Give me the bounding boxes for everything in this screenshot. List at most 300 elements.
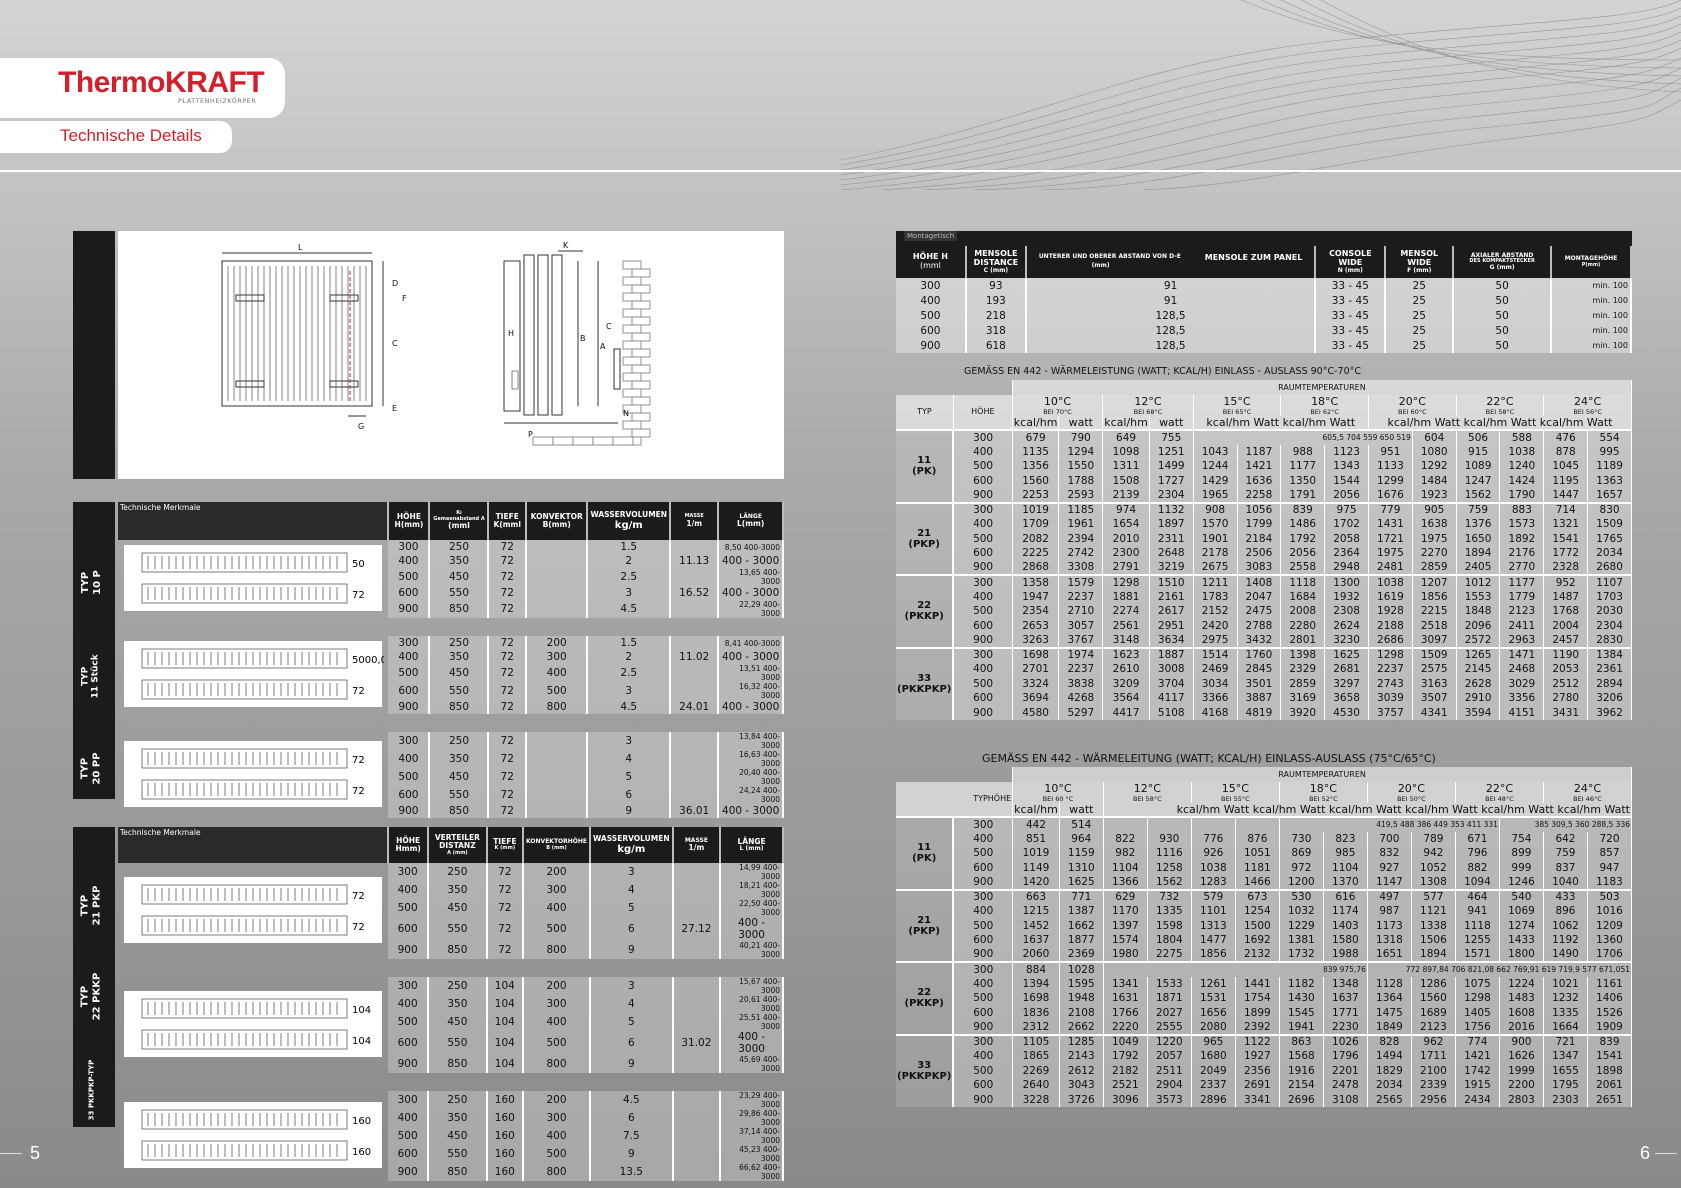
cell: 250 (429, 636, 488, 650)
cell: 13.5 (590, 1163, 673, 1181)
heat1-title: GEMÄSS EN 442 - WÄRMELEISTUNG (WATT; KCAL/H) EINLASS - AUSLASS 90°C-70°C (964, 366, 1362, 377)
cell: 400 (953, 590, 1012, 605)
cell: 1283 (1191, 875, 1235, 890)
col-wasser-2: WASSERVOLUMEN kg/m (590, 827, 673, 863)
cell: 1709 (1012, 517, 1059, 532)
heat-row (896, 575, 1632, 590)
cell: 250 (428, 1091, 486, 1109)
cell (1147, 817, 1191, 832)
cell: 104 (487, 1055, 523, 1073)
cell: 4341 (1412, 706, 1456, 721)
cell: 300 (953, 503, 1012, 518)
cell: 300 (896, 278, 966, 293)
brand-name-a: Thermo (58, 66, 166, 99)
cell: 1387 (1059, 904, 1103, 919)
cell: 128,5 (1026, 338, 1316, 353)
cell: 851 (1013, 832, 1060, 847)
cell: 2056 (1281, 546, 1325, 561)
cell: 1689 (1411, 1006, 1455, 1021)
cell: 33 - 45 (1315, 278, 1385, 293)
cell: 500 (388, 768, 429, 786)
cell: 500 (388, 899, 428, 917)
cell: 1887 (1149, 648, 1193, 663)
cell: 550 (428, 1031, 486, 1055)
cell: 759 (1543, 846, 1587, 861)
cell: 2057 (1147, 1049, 1191, 1064)
cell: 1788 (1059, 474, 1103, 489)
cell: 2681 (1325, 662, 1369, 677)
cell: 3230 (1325, 633, 1369, 648)
cell: 1545 (1279, 1006, 1323, 1021)
cell: 900 (953, 561, 1012, 576)
cell: 24,24 400-3000 (718, 786, 783, 804)
cell: 2518 (1412, 619, 1456, 634)
cell: 1999 (1499, 1064, 1543, 1079)
cell: 1623 (1103, 648, 1150, 663)
tm-header: Technische Merkmale (118, 502, 388, 540)
cell: 1433 (1499, 933, 1543, 948)
cell: 1424 (1500, 474, 1544, 489)
cell: 755 (1149, 430, 1193, 445)
cell: 3594 (1456, 706, 1500, 721)
cell: 2593 (1059, 488, 1103, 503)
cell: 400 (388, 881, 428, 899)
cell: 13,65 400-3000 (718, 568, 783, 586)
cell: 1771 (1323, 1006, 1367, 1021)
cell: 4.5 (587, 600, 670, 618)
cell: 2096 (1456, 619, 1500, 634)
cell: 720 (1587, 832, 1631, 847)
cell: 1421 (1237, 459, 1281, 474)
cell: 2743 (1368, 677, 1412, 692)
cell: 20,40 400-3000 (718, 768, 783, 786)
radiator-image-cell (118, 977, 388, 1073)
cell: 1056 (1237, 503, 1281, 518)
cell: 1792 (1281, 532, 1325, 547)
cell: 7.5 (590, 1127, 673, 1145)
cell: 1490 (1543, 948, 1587, 963)
cell: 500 (523, 917, 590, 941)
mt-col-mensol: MENSOL WIDE F (mm) (1385, 246, 1453, 278)
temps-row (896, 782, 1632, 803)
cell: 3308 (1059, 561, 1103, 576)
cell: 160 (487, 1163, 523, 1181)
cell: 1506 (1411, 933, 1455, 948)
cell: 876 (1235, 832, 1279, 847)
cell: 200 (523, 1091, 590, 1109)
cell: 1441 (1235, 977, 1279, 992)
cell: 3029 (1500, 677, 1544, 692)
cell: 1466 (1235, 875, 1279, 890)
cell: 1892 (1500, 532, 1544, 547)
cell: 899 (1499, 846, 1543, 861)
cell: 900 (896, 338, 966, 353)
cell: 2230 (1323, 1020, 1367, 1035)
cell: 2434 (1455, 1093, 1499, 1108)
cell (526, 750, 588, 768)
cell: 1595 (1059, 977, 1103, 992)
raum-label: RAUMTEMPERATUREN (1012, 380, 1631, 395)
mt-col-hohe: HÖHE H (mml (896, 246, 966, 278)
type-label-21pkp: TYP 21 PKP (79, 885, 102, 925)
cell: 500 (953, 532, 1012, 547)
cell: 2161 (1149, 590, 1193, 605)
cell: 2145 (1456, 662, 1500, 677)
cell: 2364 (1325, 546, 1369, 561)
cell: 22,50 400-3000 (720, 899, 783, 917)
cell: 22,29 400-3000 (718, 600, 783, 618)
page-line-left (0, 1153, 22, 1154)
cell: 1636 (1237, 474, 1281, 489)
cell: 3148 (1103, 633, 1150, 648)
label-C2: C (606, 322, 612, 331)
cell: 200 (523, 977, 590, 995)
cell: 2215 (1412, 604, 1456, 619)
cell: 13,51 400-3000 (718, 664, 783, 682)
table-row (118, 540, 783, 554)
cell: 1298 (1368, 648, 1412, 663)
cell: 822 (1103, 832, 1147, 847)
cell: 2780 (1544, 691, 1588, 706)
label-F: F (402, 294, 407, 303)
cell: 1804 (1147, 933, 1191, 948)
cell: 72 (488, 700, 525, 714)
type-cell: 11 (PK) (896, 817, 953, 890)
cell: 2963 (1500, 633, 1544, 648)
spacer-row (118, 714, 783, 732)
cell: 1783 (1193, 590, 1237, 605)
cell: 1177 (1500, 575, 1544, 590)
cell: 1116 (1147, 846, 1191, 861)
cell: 600 (388, 786, 429, 804)
cell: 2304 (1588, 619, 1632, 634)
cell: 2356 (1235, 1064, 1279, 1079)
cell: 160 (487, 1091, 523, 1109)
page-line-right (1655, 1153, 1677, 1154)
col-masse: MASSE 1/m (670, 502, 718, 540)
cell: 25,51 400-3000 (720, 1013, 783, 1031)
cell: 450 (429, 768, 488, 786)
cell: 2339 (1411, 1078, 1455, 1093)
cell: 500 (526, 682, 588, 700)
cell: 550 (428, 1145, 486, 1163)
cell: 1544 (1325, 474, 1369, 489)
cell: 629 (1103, 890, 1147, 905)
cell: 1487 (1544, 590, 1588, 605)
temp-header: 22°C BEI 48°C (1455, 782, 1543, 803)
cell: 882 (1455, 861, 1499, 876)
cell: 3341 (1235, 1093, 1279, 1108)
cell: 1484 (1412, 474, 1456, 489)
raum-row (896, 380, 1632, 395)
cell: 1961 (1059, 517, 1103, 532)
cell: 1452 (1013, 919, 1060, 934)
cell: 3228 (1013, 1093, 1060, 1108)
cell (673, 1055, 721, 1073)
cell: 500 (896, 308, 966, 323)
cell (526, 732, 588, 750)
cell: 1654 (1103, 517, 1150, 532)
technical-table-1 (118, 502, 784, 818)
cell: 50 (1453, 338, 1551, 353)
cell: 1514 (1193, 648, 1237, 663)
cell: 1765 (1588, 532, 1632, 547)
label-K: K (563, 241, 569, 250)
cell: 1313 (1191, 919, 1235, 934)
cell: 1207 (1412, 575, 1456, 590)
cell: 1901 (1193, 532, 1237, 547)
cell: 25 (1385, 308, 1453, 323)
cell: 2056 (1325, 488, 1369, 503)
cell: 3431 (1544, 706, 1588, 721)
cell: 1791 (1281, 488, 1325, 503)
cell (670, 682, 718, 700)
cell: 600 (953, 861, 1012, 876)
cell: 1254 (1235, 904, 1279, 919)
cell: 300 (523, 1109, 590, 1127)
cell: 300 (953, 1035, 1012, 1050)
cell: 4117 (1149, 691, 1193, 706)
cell: 1650 (1456, 532, 1500, 547)
cell: 3704 (1149, 677, 1193, 692)
cell: 2049 (1191, 1064, 1235, 1079)
cell: 4168 (1193, 706, 1237, 721)
cell: 2951 (1149, 619, 1193, 634)
cell: 2060 (1013, 948, 1060, 963)
col-distanz: Kı Gemeenabstand A (mml (429, 502, 488, 540)
cell: 1980 (1103, 948, 1147, 963)
cell: 37,14 400-3000 (720, 1127, 783, 1145)
cell: 2 (587, 650, 670, 664)
cell: 2868 (1012, 561, 1059, 576)
cell: 1075 (1455, 977, 1499, 992)
cell: 823 (1323, 832, 1367, 847)
cell: 1799 (1237, 517, 1281, 532)
cell: 1626 (1499, 1049, 1543, 1064)
cell (673, 1109, 721, 1127)
cell: 500 (953, 919, 1012, 934)
cell: 3 (587, 586, 670, 600)
cell: 1397 (1103, 919, 1147, 934)
cell: 2910 (1456, 691, 1500, 706)
hohe-label: HÖHE (953, 395, 1012, 431)
cell: 450 (429, 568, 488, 586)
cell: 2628 (1456, 677, 1500, 692)
cell: 1711 (1411, 1049, 1455, 1064)
cell: 450 (428, 899, 486, 917)
cell: 500 (388, 568, 429, 586)
cell: 3034 (1193, 677, 1237, 692)
cell: 1431 (1368, 517, 1412, 532)
cell: 600 (388, 682, 429, 700)
radiator-profile-image (122, 543, 384, 613)
cell: 2653 (1012, 619, 1059, 634)
cell: 2328 (1544, 561, 1588, 576)
cell: 4417 (1103, 706, 1150, 721)
cell: 878 (1544, 445, 1588, 460)
cell: 419,5 488 386 449 353 411 331 (1279, 817, 1499, 832)
radiator-profile-image (122, 639, 384, 709)
dim-label-bottom: 72 (352, 685, 365, 697)
cell: 1118 (1455, 919, 1499, 934)
cell: 1360 (1587, 933, 1631, 948)
cell: 2791 (1103, 561, 1150, 576)
cell: 45,23 400-3000 (720, 1145, 783, 1163)
heat-row (896, 488, 1632, 503)
cell: 2253 (1012, 488, 1059, 503)
cell: 3 (587, 682, 670, 700)
cell: 400 (953, 445, 1012, 460)
cell: 900 (388, 941, 428, 959)
cell: 72 (488, 664, 525, 682)
cell: 1849 (1367, 1020, 1411, 1035)
cell: 600 (953, 1078, 1012, 1093)
temp-header: 15°C BEI 65°C (1193, 395, 1281, 416)
cell: 671 (1455, 832, 1499, 847)
cell: 9 (587, 804, 670, 818)
cell: 3694 (1012, 691, 1059, 706)
cell: 350 (428, 881, 486, 899)
cell: 987 (1367, 904, 1411, 919)
cell: 1756 (1455, 1020, 1499, 1035)
cell: 72 (487, 917, 523, 941)
cell: 1974 (1059, 648, 1103, 663)
cell: 540 (1499, 890, 1543, 905)
cell: 600 (953, 1006, 1012, 1021)
cell: 972 (1279, 861, 1323, 876)
cell: 1698 (1012, 648, 1059, 663)
cell (526, 804, 588, 818)
cell: 2478 (1323, 1078, 1367, 1093)
cell (526, 568, 588, 586)
cell: 72 (488, 768, 525, 786)
cell: 3263 (1012, 633, 1059, 648)
cell: 200 (523, 863, 590, 881)
cell: 1662 (1059, 919, 1103, 934)
cell (673, 977, 721, 995)
cell: 400 (523, 899, 590, 917)
cell: 2420 (1193, 619, 1237, 634)
cell: 2034 (1588, 546, 1632, 561)
heat-row (896, 832, 1632, 847)
radiator-image-cell (118, 863, 388, 959)
cell: 850 (429, 600, 488, 618)
cell: 66,62 400-3000 (720, 1163, 783, 1181)
col-wasser: WASSERVOLUMEN kg/m (587, 502, 670, 540)
cell: 350 (429, 650, 488, 664)
cell: 1664 (1543, 1020, 1587, 1035)
cell: 850 (428, 941, 486, 959)
cell: 673 (1235, 890, 1279, 905)
cell: 33 - 45 (1315, 308, 1385, 323)
cell: 850 (429, 804, 488, 818)
cell (670, 786, 718, 804)
cell: 900 (953, 633, 1012, 648)
cell (673, 1013, 721, 1031)
cell: 500 (523, 1145, 590, 1163)
cell: 2710 (1059, 604, 1103, 619)
cell: 915 (1456, 445, 1500, 460)
cell: 1229 (1279, 919, 1323, 934)
cell: 400 (953, 832, 1012, 847)
cell: 1975 (1412, 532, 1456, 547)
cell (673, 1127, 721, 1145)
spacer-row (118, 618, 783, 636)
cell: 900 (388, 804, 429, 818)
cell: 300 (526, 650, 588, 664)
cell: 1562 (1147, 875, 1191, 890)
cell: 883 (1500, 503, 1544, 518)
col-masse-2: MASSE 1/m (673, 827, 721, 863)
cell: 1300 (1325, 575, 1369, 590)
brand-subtitle: PLATTENHEIZKÖRPER (178, 97, 257, 105)
label-L: L (298, 243, 303, 252)
cell: 1430 (1279, 991, 1323, 1006)
cell: 1321 (1544, 517, 1588, 532)
units-row: kcal/hm watt kcal/hm Watt kcal/hm Watt kcal/hm Watt kcal/hm Watt kcal/hm Watt kcal/hm Watt (1014, 802, 1630, 816)
cell: 1927 (1235, 1049, 1279, 1064)
cell: 2200 (1499, 1078, 1543, 1093)
cell: 3108 (1323, 1093, 1367, 1108)
cell: 2201 (1323, 1064, 1367, 1079)
cell: 1381 (1279, 933, 1323, 948)
cell: 1881 (1103, 590, 1150, 605)
heat-row (896, 532, 1632, 547)
cell: 2010 (1103, 532, 1150, 547)
cell: 1012 (1456, 575, 1500, 590)
cell: 1573 (1500, 517, 1544, 532)
cell: 72 (487, 899, 523, 917)
cell: 2651 (1587, 1093, 1631, 1108)
cell: 1580 (1323, 933, 1367, 948)
cell: 975 (1325, 503, 1369, 518)
cell: 1101 (1191, 904, 1235, 919)
cell: 72 (488, 650, 525, 664)
cell: 828 (1367, 1035, 1411, 1050)
cell: 2948 (1325, 561, 1369, 576)
cell: 1894 (1456, 546, 1500, 561)
diagram-sidebar (73, 231, 115, 479)
cell: 2082 (1012, 532, 1059, 547)
cell: 896 (1543, 904, 1587, 919)
cell: 2475 (1237, 604, 1281, 619)
cell: 850 (428, 1163, 486, 1181)
cell: 857 (1587, 846, 1631, 861)
cell (673, 1163, 721, 1181)
cell: 1370 (1323, 875, 1367, 890)
cell: 1398 (1281, 648, 1325, 663)
cell (670, 750, 718, 768)
heat-row (896, 875, 1632, 890)
cell: 3163 (1412, 677, 1456, 692)
cell: 2132 (1235, 948, 1279, 963)
cell: 600 (388, 1145, 428, 1163)
cell: 1028 (1059, 962, 1103, 977)
cell: 2311 (1149, 532, 1193, 547)
cell: 300 (388, 863, 428, 881)
cell: 1189 (1588, 459, 1632, 474)
raum-row (896, 767, 1632, 782)
cell: 4 (590, 881, 673, 899)
cell: 900 (388, 600, 429, 618)
cell: 476 (1544, 430, 1588, 445)
cell: 1429 (1193, 474, 1237, 489)
cell: 3 (587, 732, 670, 750)
cell: 1531 (1191, 991, 1235, 1006)
cell: 2394 (1059, 532, 1103, 547)
cell: 1475 (1367, 1006, 1411, 1021)
heat-row (896, 948, 1632, 963)
